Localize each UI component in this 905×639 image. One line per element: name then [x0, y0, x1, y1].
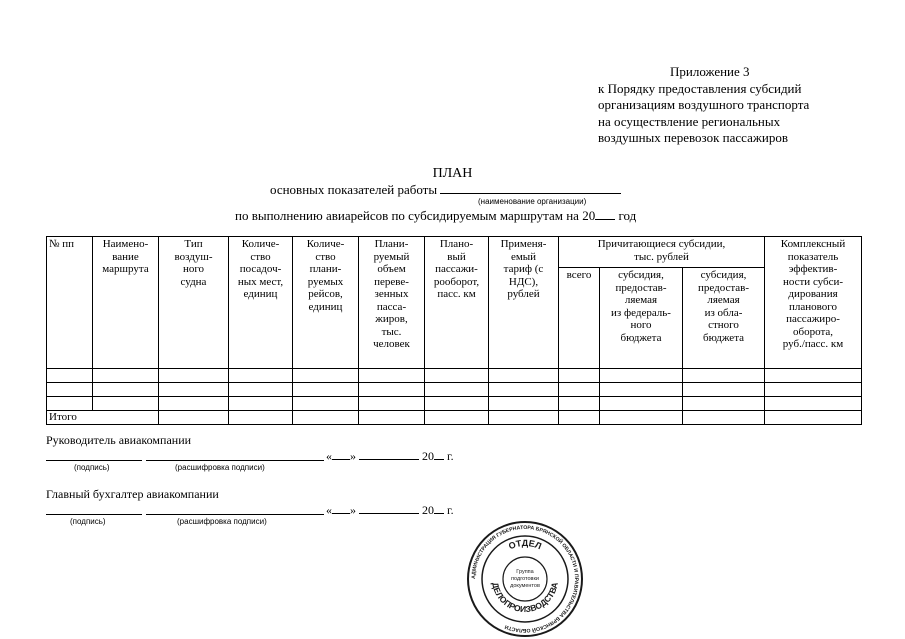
year-prefix: 20	[422, 503, 434, 517]
table-cell	[600, 397, 683, 411]
header-subsidies: Причитающиеся субсидии, тыс. рублей	[559, 237, 765, 268]
table-cell	[765, 383, 862, 397]
table-row	[47, 397, 862, 411]
year-blank	[434, 449, 444, 460]
header-route: Наимено- вание маршрута	[93, 237, 159, 369]
table-cell	[683, 383, 765, 397]
appendix-line: воздушных перевозок пассажиров	[598, 130, 788, 145]
table-cell	[600, 383, 683, 397]
total-row-label: Итого	[47, 411, 159, 425]
table-cell	[559, 369, 600, 383]
table-cell	[425, 397, 489, 411]
header-seats: Количе- ство посадоч- ных мест, единиц	[229, 237, 293, 369]
appendix-line: к Порядку предоставления субсидий	[598, 80, 802, 96]
header-regional: субсидия, предостав- ляемая из обла- стного бюджета	[683, 268, 765, 369]
signature-hint: (подпись)	[70, 517, 106, 526]
table-cell	[229, 411, 293, 425]
header-total: всего	[559, 268, 600, 369]
signature-hint: (подпись)	[74, 463, 110, 472]
table-total-row	[47, 411, 862, 425]
appendix-line: на осуществление региональных	[598, 113, 781, 129]
table-cell	[683, 411, 765, 425]
table-cell	[47, 383, 93, 397]
table-cell	[159, 397, 229, 411]
table-cell	[229, 383, 293, 397]
quote-open: «	[326, 503, 332, 517]
table-cell	[425, 383, 489, 397]
appendix-line: организациям воздушного транспорта	[598, 97, 810, 112]
table-row	[47, 383, 862, 397]
table-cell	[489, 369, 559, 383]
table-cell	[229, 397, 293, 411]
signature-title-accountant: Главный бухгалтер авиакомпании	[46, 487, 219, 501]
quote-open: «	[326, 449, 332, 463]
table-cell	[159, 383, 229, 397]
header-num: № пп	[47, 237, 93, 369]
stamp-center-line: Группа	[516, 569, 534, 575]
table-cell	[293, 411, 359, 425]
svg-text:ОТДЕЛ	[507, 538, 543, 551]
signature-decode-line	[146, 460, 324, 461]
plan-title: ПЛАН	[432, 166, 473, 181]
table-cell	[765, 411, 862, 425]
organization-blank	[440, 182, 621, 194]
header-flights: Количе- ство плани- руемых рейсов, единиц	[293, 237, 359, 369]
table-cell	[93, 369, 159, 383]
plan-subtitle-text: основных показателей работы	[270, 182, 438, 197]
table-cell	[93, 383, 159, 397]
table-cell	[683, 397, 765, 411]
table-cell	[93, 397, 159, 411]
signature-decode-line	[146, 514, 324, 515]
table-cell	[559, 411, 600, 425]
year-suffix: г.	[447, 449, 454, 463]
table-cell	[489, 383, 559, 397]
stamp-inner-top: ОТДЕЛ	[507, 537, 543, 552]
table-cell	[683, 369, 765, 383]
header-tariff: Применя- емый тариф (с НДС), рублей	[489, 237, 559, 369]
table-cell	[47, 369, 93, 383]
plan-period-line	[235, 208, 636, 224]
appendix-title: Приложение 3	[670, 64, 750, 79]
table-cell	[159, 369, 229, 383]
table-cell	[359, 383, 425, 397]
table-cell	[765, 397, 862, 411]
table-cell	[600, 369, 683, 383]
table-row	[47, 369, 862, 383]
table-cell	[229, 369, 293, 383]
table-header-row	[47, 237, 862, 268]
year-blank	[595, 208, 615, 220]
signature-title-director: Руководитель авиакомпании	[46, 433, 192, 447]
organization-hint: (наименование организации)	[478, 197, 587, 206]
signature-line	[46, 460, 142, 461]
signature-decode-hint: (расшифровка подписи)	[177, 517, 267, 526]
year-prefix: 20	[422, 449, 434, 463]
quote-close: »	[350, 503, 356, 517]
stamp-inner-bottom: ДЕЛОПРОИЗВОДСТВА	[490, 581, 560, 615]
header-indicator: Комплексный показатель эффектив- ности субси- дирования планового пассажиро- оборота, руб./пасс. км	[765, 237, 862, 369]
year-suffix: г.	[447, 503, 454, 517]
table-cell	[293, 369, 359, 383]
appendix-header	[598, 64, 898, 147]
table-cell	[559, 397, 600, 411]
office-stamp	[466, 520, 584, 638]
plan-period-suffix: год	[618, 208, 637, 223]
table-cell	[425, 411, 489, 425]
plan-period-prefix: по выполнению авиарейсов по субсидируемым маршрутам на 20	[235, 208, 596, 223]
year-blank	[434, 503, 444, 514]
month-blank	[359, 449, 419, 460]
header-turnover: Плано- вый пассажи- рооборот, пасс. км	[425, 237, 489, 369]
table-cell	[489, 397, 559, 411]
signature-decode-hint: (расшифровка подписи)	[175, 463, 265, 472]
header-federal: субсидия, предостав- ляемая из федераль- ного бюджета	[600, 268, 683, 369]
table-cell	[559, 383, 600, 397]
table-cell	[159, 411, 229, 425]
header-aircraft: Тип воздуш- ного судна	[159, 237, 229, 369]
table-cell	[359, 411, 425, 425]
table-cell	[600, 411, 683, 425]
day-blank	[332, 449, 350, 460]
signature-date	[326, 449, 454, 464]
header-volume: Плани- руемый объем переве- зенных пасса- жиров, тыс. человек	[359, 237, 425, 369]
stamp-center-line: подготовки	[511, 576, 539, 582]
table-cell	[293, 397, 359, 411]
month-blank	[359, 503, 419, 514]
day-blank	[332, 503, 350, 514]
stamp-ring-text: АДМИНИСТРАЦИЯ ГУБЕРНАТОРА БРЯНСКОЙ ОБЛАСТИ И ПРАВИТЕЛЬСТВА БРЯНСКОЙ ОБЛАСТИ	[470, 524, 580, 634]
table-cell	[425, 369, 489, 383]
table-cell	[359, 397, 425, 411]
quote-close: »	[350, 449, 356, 463]
stamp-center-line: документов	[510, 583, 540, 589]
table-cell	[47, 397, 93, 411]
table-cell	[765, 369, 862, 383]
plan-subtitle	[270, 182, 621, 198]
signature-date	[326, 503, 454, 518]
plan-table	[46, 236, 862, 425]
table-cell	[489, 411, 559, 425]
table-cell	[293, 383, 359, 397]
signature-line	[46, 514, 142, 515]
table-cell	[359, 369, 425, 383]
